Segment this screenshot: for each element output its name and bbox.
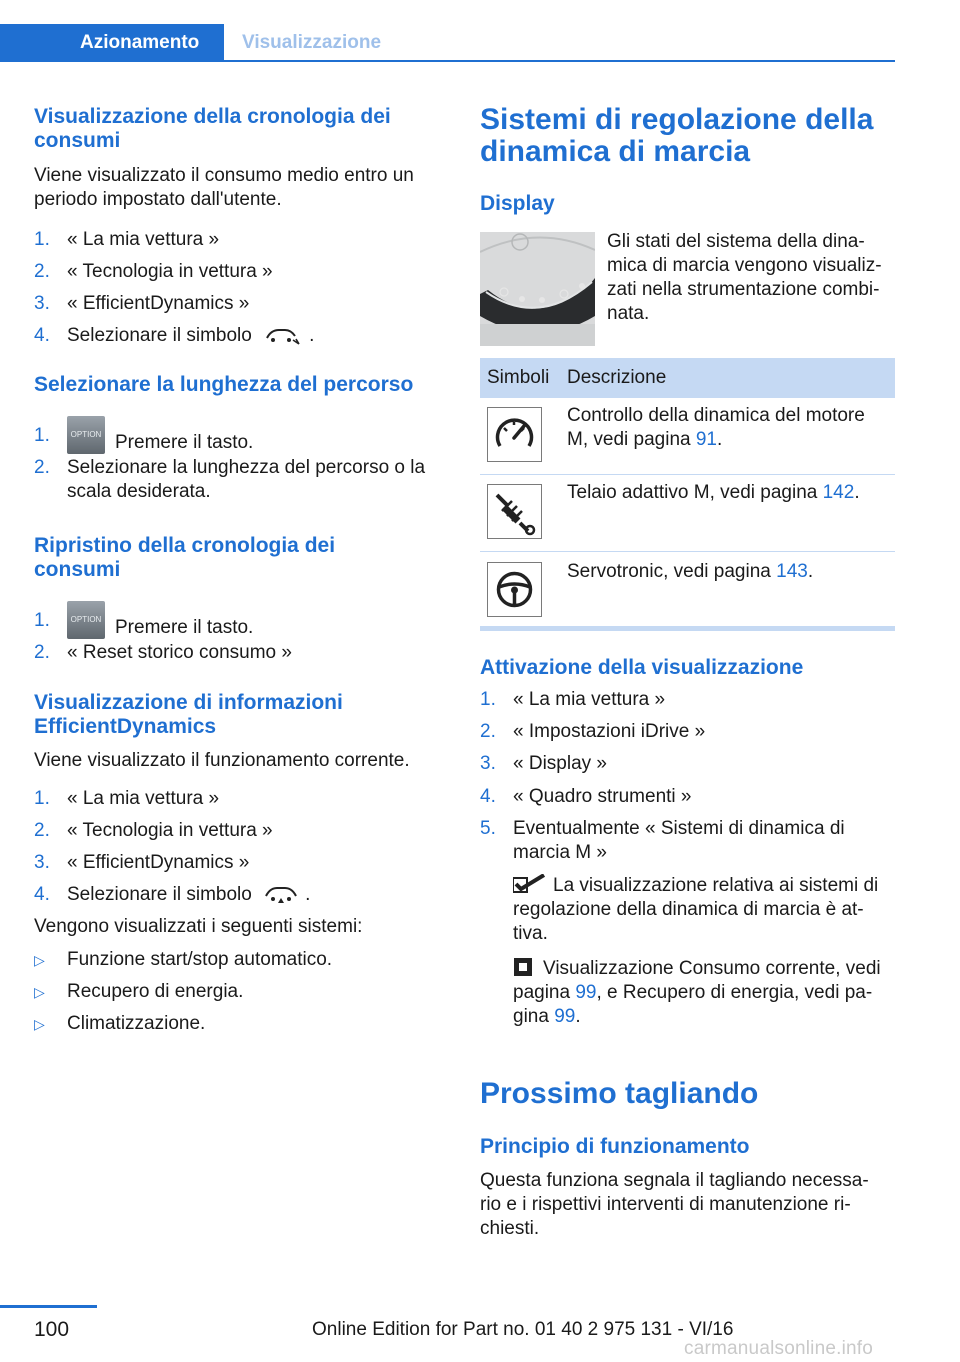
table-row — [480, 475, 895, 552]
heading-display: Display — [480, 192, 555, 215]
heading-sistemi-regolazione: Sistemi di regolazione della dinamica di marcia — [480, 103, 874, 168]
heading-cronologia-consumi: Visualizzazione della cronologia dei consumi — [34, 105, 391, 152]
page-link[interactable]: 142 — [822, 482, 855, 503]
page-number-rule — [0, 1305, 97, 1308]
option-button[interactable]: OPTION — [67, 416, 105, 454]
paragraph-cronologia: Viene visualizzato il consumo medio entro un periodo impostato dall'utente. — [34, 165, 414, 210]
page-link[interactable]: 91 — [695, 429, 717, 450]
heading-principio: Principio di funzionamento — [480, 1135, 750, 1158]
consumption-history-icon — [263, 326, 303, 346]
heading-lunghezza-percorso: Selezionare la lunghezza del percorso — [34, 373, 414, 396]
paragraph-display: Gli stati del sistema della dina-mica di marcia vengono visualiz-zati nella strumentazione combi-nata. — [607, 231, 882, 324]
tab-azionamento[interactable]: Azionamento — [0, 24, 224, 62]
paragraph-funzionamento: Viene visualizzato il funzionamento corrente. — [34, 750, 410, 771]
list-item: 1. OPTION Premere il tasto. — [34, 609, 444, 649]
instrument-cluster-image — [480, 232, 595, 346]
table-header — [480, 358, 895, 398]
row-description: Servotronic, vedi pagina 143. — [567, 561, 814, 582]
table-bottom-rule — [480, 626, 895, 631]
heading-ripristino-cronologia: Ripristino della cronologia dei consumi — [34, 534, 336, 581]
efficientdynamics-car-icon — [263, 884, 299, 906]
heading-prossimo-tagliando: Prossimo tagliando — [480, 1077, 759, 1110]
unchecked-option-text: Visualizzazione Consumo corrente, vedi pagina 99, e Recupero di energia, vedi pa-gina 99. — [513, 958, 881, 1027]
checkmark-icon — [513, 874, 547, 894]
heading-info-efficientdynamics: Visualizzazione di informazioni EfficientDynamics — [34, 691, 343, 738]
column-header-simboli: Simboli — [487, 367, 550, 388]
page-number: 100 — [34, 1318, 70, 1341]
heading-attivazione: Attivazione della visualizzazione — [480, 656, 804, 679]
symbols-table — [480, 358, 895, 628]
list-item: 1. OPTION Premere il tasto. — [34, 424, 444, 464]
page-link[interactable]: 99 — [575, 982, 597, 1003]
row-description: Telaio adattivo M, vedi pagina 142. — [567, 482, 860, 503]
checked-option-text: La visualizzazione relativa ai sistemi di regolazione della dinamica di marcia è at-tiva. — [513, 875, 879, 944]
edition-line: Online Edition for Part no. 01 40 2 975 131 - VI/16 — [312, 1319, 734, 1340]
tab-visualizzazione[interactable]: Visualizzazione — [242, 32, 382, 53]
list-item: 2. Selezionare la lunghezza del percorso o la scala desiderata. — [34, 457, 426, 502]
row-description: Controllo della dinamica del motore M, vedi pagina 91. — [567, 405, 865, 450]
table-row — [480, 398, 895, 475]
watermark: carmanualsonline.info — [684, 1338, 874, 1359]
steering-wheel-icon — [487, 562, 542, 617]
checkbox-icon — [513, 957, 535, 977]
gauge-icon — [487, 407, 542, 462]
table-row — [480, 552, 895, 628]
paragraph-sistemi: Vengono visualizzati i seguenti sistemi: — [34, 916, 363, 937]
section-tabs — [0, 24, 895, 62]
option-button[interactable]: OPTION — [67, 601, 105, 639]
page-link[interactable]: 99 — [554, 1006, 576, 1027]
shock-absorber-icon — [487, 484, 542, 539]
column-header-descrizione: Descrizione — [567, 367, 667, 388]
page-link[interactable]: 143 — [776, 561, 808, 582]
list-item: 5. Eventualmente « Sistemi di dinamica di marcia M » — [480, 818, 845, 863]
paragraph-principio: Questa funziona segnala il tagliando necessa-rio e i rispettivi interventi di manutenzione ri-chiesti. — [480, 1170, 869, 1239]
